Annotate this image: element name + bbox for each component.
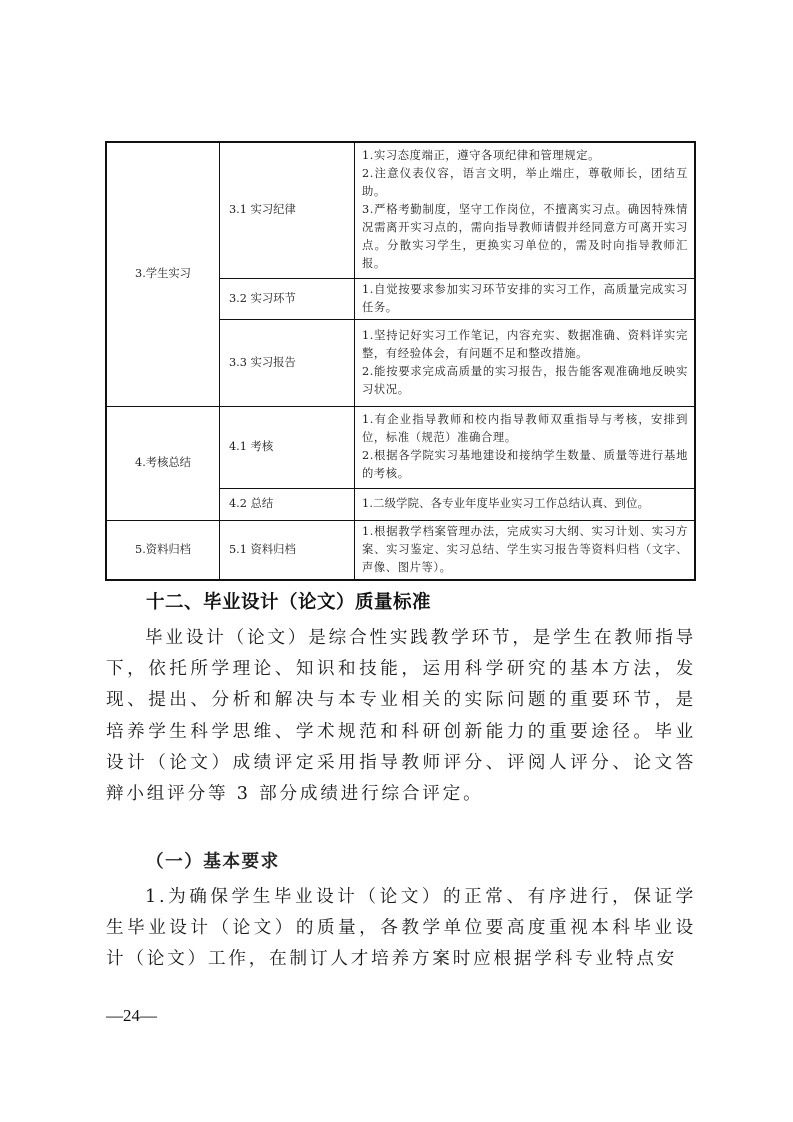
item-name-cell: 4.2 总结: [220, 488, 355, 520]
page-number: —24—: [106, 1006, 157, 1025]
content-line: 2.能按要求完成高质量的实习报告，报告能客观准确地反映实习状况。: [362, 364, 688, 396]
item-content-cell: [355, 520, 696, 580]
item-content-cell: [355, 278, 696, 319]
content-line: 1.根据教学档案管理办法，完成实习大纲、实习计划、实习方案、实习鉴定、实习总结、学生实习报告等资料归档（文字、声像、图片等）。: [362, 524, 688, 574]
content-line: 1.实习态度端正，遵守各项纪律和管理规定。: [362, 149, 601, 163]
content-line: 2.注意仪表仪容，语言文明，举止端庄，尊敬师长，团结互助。: [362, 167, 688, 199]
item-content-cell: [355, 488, 696, 520]
table-row: [106, 406, 695, 488]
category-cell: 5.资料归档: [106, 520, 220, 580]
category-cell: 4.考核总结: [106, 406, 220, 520]
content-line: 1.坚持记好实习工作笔记，内容充实、数据准确、资料详实完整，有经验体会，有问题不足和整改措施。: [362, 328, 688, 360]
item-name-cell: 3.1 实习纪律: [220, 142, 355, 278]
item-name-cell: 5.1 资料归档: [220, 520, 355, 580]
requirement-paragraph: 1.为确保学生毕业设计（论文）的正常、有序进行，保证学生毕业设计（论文）的质量，各教学单位要高度重视本科毕业设计（论文）工作，在制订人才培养方案时应根据学科专业特点安: [106, 887, 696, 970]
content-line: 2.根据各学院实习基地建设和接纳学生数量、质量等进行基地的考核。: [362, 449, 688, 480]
content-line: 1.有企业指导教师和校内指导教师双重指导与考核，安排到位，标准（规范）准确合理。: [362, 413, 688, 444]
item-content-cell: [355, 319, 696, 406]
content-line: 1.自觉按要求参加实习环节安排的实习工作，高质量完成实习任务。: [362, 282, 688, 314]
item-content-cell: [355, 406, 696, 488]
item-name-cell: 4.1 考核: [220, 406, 355, 488]
category-cell: 3.学生实习: [106, 142, 220, 406]
item-content-cell: [355, 142, 696, 278]
standards-table: [105, 141, 696, 581]
item-name-cell: 3.2 实习环节: [220, 278, 355, 319]
intro-paragraph: 毕业设计（论文）是综合性实践教学环节，是学生在教师指导下，依托所学理论、知识和技能，运用科学研究的基本方法，发现、提出、分析和解决与本专业相关的实际问题的重要环节，是培养学生科学思维、学术规范和科研创新能力的重要途径。毕业设计（论文）成绩评定采用指导教师评分、评阅人评分、论文答辩小组评分等 3 部分成绩进行综合评定。: [106, 628, 696, 805]
table-row: [106, 142, 695, 278]
table-row: [106, 520, 695, 580]
content-line: 1.二级学院、各专业年度毕业实习工作总结认真、到位。: [362, 497, 650, 510]
content-line: 3.严格考勤制度，坚守工作岗位，不擅离实习点。确因特殊情况需离开实习点的，需向指导教师请假并经同意方可离开实习点。分散实习学生，更换实习单位的，需及时向指导教师汇报。: [362, 203, 688, 271]
item-name-cell: 3.3 实习报告: [220, 319, 355, 406]
subsection-heading: （一）基本要求: [146, 851, 280, 872]
section-heading: 十二、毕业设计（论文）质量标准: [146, 592, 432, 613]
